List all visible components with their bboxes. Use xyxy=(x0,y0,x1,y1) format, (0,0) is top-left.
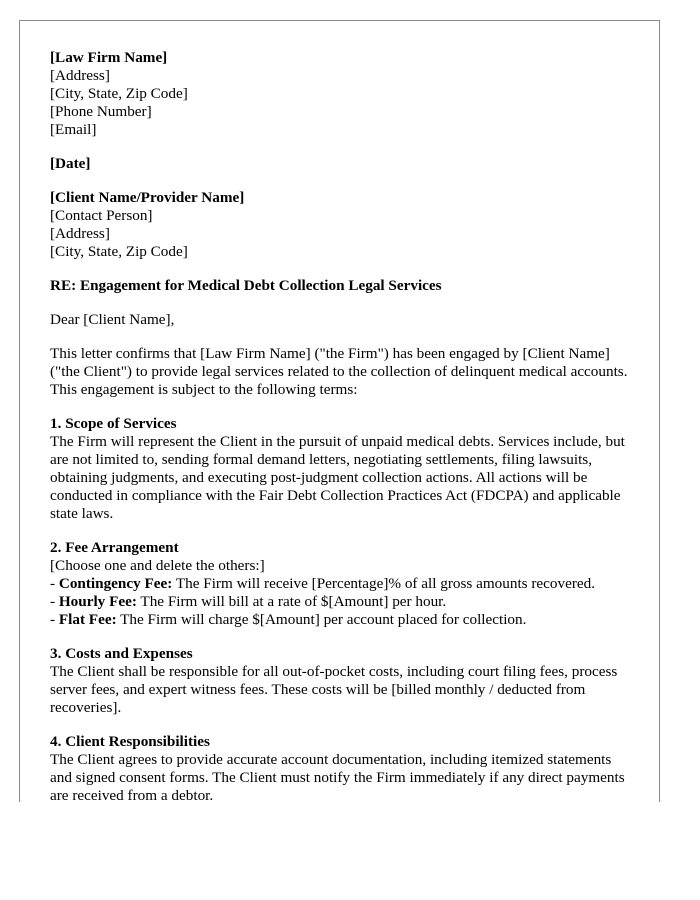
fee-item-label: Hourly Fee: xyxy=(58,593,137,610)
section-fees xyxy=(50,539,629,629)
fee-item-label: Contingency Fee: xyxy=(58,575,173,592)
recipient-contact: [Contact Person] xyxy=(50,207,153,224)
letter-page xyxy=(19,20,660,802)
recipient-block xyxy=(50,189,629,261)
fee-note: [Choose one and delete the others:] xyxy=(50,557,265,574)
letter-content xyxy=(20,21,659,802)
fee-item-text: The Firm will receive [Percentage]% of all gross amounts recovered. xyxy=(172,575,596,592)
section-body: The Firm will represent the Client in the pursuit of unpaid medical debts. Services include, but are not limited to, sending formal demand letters, negotiating settlements, filing lawsuits, obtaining judgments, and executing post-judgment collection actions. All actions will be conducted in compliance with the Fair Debt Collection Practices Act (FDCPA) and applicable state laws. xyxy=(50,433,625,522)
section-heading: 4. Client Responsibilities xyxy=(50,733,210,750)
fee-item-text: The Firm will bill at a rate of $[Amount] per hour. xyxy=(136,593,447,610)
recipient-name: [Client Name/Provider Name] xyxy=(50,189,245,206)
date-block xyxy=(50,155,629,173)
recipient-address: [Address] xyxy=(50,225,110,242)
fee-item-prefix: - xyxy=(50,611,59,628)
fee-item-hourly xyxy=(50,593,629,611)
letter-date: [Date] xyxy=(50,155,91,172)
fee-item-flat xyxy=(50,611,629,629)
firm-phone: [Phone Number] xyxy=(50,103,152,120)
firm-address: [Address] xyxy=(50,67,110,84)
recipient-city-state-zip: [City, State, Zip Code] xyxy=(50,243,188,260)
sender-block xyxy=(50,49,629,139)
firm-city-state-zip: [City, State, Zip Code] xyxy=(50,85,188,102)
intro-paragraph: This letter confirms that [Law Firm Name] ("the Firm") has been engaged by [Client Name] ("the Client") to provide legal services related to the collection of delinquent medical accounts. This engagement is subject to the following terms: xyxy=(50,345,628,398)
fee-item-text: The Firm will charge $[Amount] per account placed for collection. xyxy=(116,611,527,628)
subject-line: RE: Engagement for Medical Debt Collection Legal Services xyxy=(50,277,442,294)
fee-item-contingency xyxy=(50,575,629,593)
firm-email: [Email] xyxy=(50,121,97,138)
firm-name: [Law Firm Name] xyxy=(50,49,168,66)
fee-item-prefix: - xyxy=(50,593,59,610)
intro-block xyxy=(50,345,629,399)
section-costs xyxy=(50,645,629,717)
section-body: The Client shall be responsible for all out-of-pocket costs, including court filing fees, process server fees, and expert witness fees. These costs will be [billed monthly / deducted from recoveries]. xyxy=(50,663,618,716)
fee-item-label: Flat Fee: xyxy=(58,611,117,628)
subject-block xyxy=(50,277,629,295)
section-heading: 3. Costs and Expenses xyxy=(50,645,193,662)
salutation: Dear [Client Name], xyxy=(50,311,175,328)
section-responsibilities xyxy=(50,733,629,802)
fee-item-prefix: - xyxy=(50,575,59,592)
section-heading: 2. Fee Arrangement xyxy=(50,539,179,556)
salutation-block xyxy=(50,311,629,329)
section-scope xyxy=(50,415,629,523)
section-heading: 1. Scope of Services xyxy=(50,415,177,432)
section-body: The Client agrees to provide accurate account documentation, including itemized statements and signed consent forms. The Client must notify the Firm immediately if any direct payments are received from a debtor. xyxy=(50,751,625,802)
